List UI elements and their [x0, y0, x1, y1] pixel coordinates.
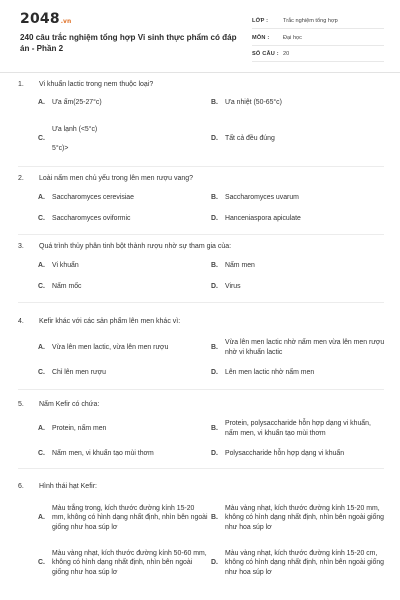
option-a[interactable] — [38, 418, 208, 440]
option-letter: A. — [38, 99, 45, 107]
question-line — [18, 175, 193, 182]
option-letter: A. — [38, 425, 45, 433]
meta-value: Đại học — [283, 34, 302, 41]
option-letter: C. — [38, 283, 45, 291]
question-text: Vi khuẩn lactic trong nem thuộc loại? — [39, 81, 154, 88]
logo-number: 2048 — [20, 11, 60, 27]
option-text: Nấm men — [225, 262, 255, 270]
option-a[interactable] — [38, 502, 208, 534]
page-header — [0, 0, 400, 72]
meta-label: LỚP : — [252, 18, 269, 24]
question-line — [18, 243, 231, 250]
option-a[interactable] — [38, 337, 208, 359]
option-text: Ưa lạnh (<5°c) 5°c)> — [52, 125, 98, 152]
option-b[interactable] — [211, 260, 386, 272]
option-text: Saccharomyces cerevisiae — [52, 194, 134, 202]
option-text: Vừa lên men lactic, vừa lên men rượu — [52, 344, 169, 352]
option-letter: D. — [211, 215, 218, 223]
question-text: Quá trình thủy phân tinh bột thành rượu nhờ sự tham gia của: — [39, 243, 232, 250]
option-letter: D. — [211, 283, 218, 291]
option-c[interactable] — [38, 213, 208, 225]
option-text: Lên men lactic nhờ nấm men — [225, 369, 315, 377]
question-number: 1. — [18, 81, 24, 88]
option-letter: B. — [211, 344, 218, 352]
question-divider — [18, 166, 384, 167]
option-a[interactable] — [38, 260, 208, 272]
option-text: Vừa lên men lactic nhờ nấm men vừa lên men rượu nhờ vi khuẩn lactic — [225, 339, 385, 356]
option-text: Màu vàng nhạt, kích thước đường kính 15-20 cm, không có hình dạng nhất định, nhìn bên ngoài giống như hoa súp lơ — [225, 549, 385, 576]
option-letter: B. — [211, 194, 218, 202]
option-text: Chỉ lên men rượu — [52, 369, 106, 377]
document-title: 240 câu trắc nghiệm tổng hợp Vi sinh thực phẩm có đáp án - Phần 2 — [20, 33, 237, 53]
option-text: Màu vàng nhạt, kích thước đường kính 15-20 mm, không có hình dạng nhất định, nhìn bên ngoài giống như hoa súp lơ — [225, 504, 385, 531]
option-b[interactable] — [211, 418, 386, 440]
meta-label: SỐ CÂU : — [252, 51, 279, 57]
option-d[interactable] — [211, 213, 386, 225]
question-number: 4. — [18, 318, 24, 325]
option-letter: C. — [38, 450, 45, 458]
option-text: Virus — [225, 283, 241, 291]
option-letter: A. — [38, 194, 45, 202]
option-letter: B. — [211, 425, 218, 433]
option-letter: B. — [211, 514, 218, 522]
question-text: Hình thái hạt Kefir: — [39, 483, 97, 490]
option-d[interactable] — [211, 133, 386, 145]
option-letter: A. — [38, 262, 45, 270]
question-line — [18, 483, 97, 490]
question-text: Kefir khác với các sản phẩm lên men khác vì: — [39, 318, 181, 325]
meta-row-count — [252, 47, 384, 62]
meta-value: 20 — [283, 51, 290, 57]
meta-row-class — [252, 14, 384, 29]
option-d[interactable] — [211, 547, 386, 579]
question-divider — [18, 468, 384, 469]
meta-label: MÔN : — [252, 34, 270, 41]
meta-panel — [252, 14, 384, 62]
option-b[interactable] — [211, 337, 386, 359]
question-divider — [18, 389, 384, 390]
option-text: Polysaccharide hỗn hợp dạng vi khuẩn — [225, 450, 345, 458]
option-text: Protein, nấm men — [52, 425, 107, 433]
option-text: Ưa ấm(25-27°c) — [52, 99, 102, 107]
question-number: 2. — [18, 175, 24, 182]
option-a[interactable] — [38, 97, 208, 109]
question-divider — [18, 302, 384, 303]
meta-row-subject — [252, 31, 384, 46]
logo-tld: .vn — [60, 18, 72, 25]
option-letter: B. — [211, 262, 218, 270]
option-text: Saccharomyces oviformic — [52, 215, 131, 223]
question-number: 3. — [18, 243, 24, 250]
option-letter: C. — [38, 369, 45, 377]
option-text: Màu trắng trong, kích thước đường kính 15-20 mm, không có hình dạng nhất định, nhìn bên ngoài giống như hoa súp lơ — [52, 504, 208, 531]
option-d[interactable] — [211, 448, 386, 460]
meta-value: Trắc nghiệm tổng hợp — [283, 18, 338, 24]
header-divider — [0, 72, 400, 73]
question-line — [18, 318, 180, 325]
option-letter: D. — [211, 135, 218, 143]
option-letter: D. — [211, 559, 218, 567]
option-text: Vi khuẩn — [52, 262, 79, 270]
option-letter: A. — [38, 514, 45, 522]
option-letter: C. — [38, 215, 45, 223]
option-letter: C. — [38, 559, 45, 567]
option-letter: B. — [211, 99, 218, 107]
option-text: Hanceniaspora apiculate — [225, 215, 301, 223]
option-c[interactable] — [38, 281, 208, 293]
option-text: Nấm men, vi khuẩn tạo mùi thơm — [52, 450, 154, 458]
question-divider — [18, 234, 384, 235]
option-text: Màu vàng nhạt, kích thước đường kính 50-60 mm, không có hình dạng nhất định, nhìn bên ngoài giống như hoa súp lơ — [52, 549, 207, 576]
option-c[interactable] — [38, 367, 208, 379]
question-text: Nấm Kefir có chứa: — [39, 401, 100, 408]
option-letter: D. — [211, 369, 218, 377]
option-text: Nấm mốc — [52, 283, 82, 291]
option-c[interactable] — [38, 448, 208, 460]
option-c[interactable] — [38, 120, 208, 158]
option-a[interactable] — [38, 192, 208, 204]
option-text: Ưa nhiệt (50-65°c) — [225, 99, 282, 107]
option-b[interactable] — [211, 502, 386, 534]
question-line — [18, 401, 99, 408]
option-d[interactable] — [211, 281, 386, 293]
option-b[interactable] — [211, 97, 386, 109]
site-logo[interactable] — [20, 11, 71, 27]
question-line — [18, 81, 153, 88]
option-c[interactable] — [38, 547, 208, 579]
option-b[interactable] — [211, 192, 386, 204]
option-text: Tất cả đều đúng — [225, 135, 275, 143]
question-number: 5. — [18, 401, 24, 408]
option-letter: C. — [38, 135, 45, 143]
question-number: 6. — [18, 483, 24, 490]
option-d[interactable] — [211, 367, 386, 379]
option-letter: D. — [211, 450, 218, 458]
option-letter: A. — [38, 344, 45, 352]
option-text: Protein, polysaccharide hỗn hợp dạng vi khuẩn, nấm men, vi khuẩn tạo mùi thơm — [225, 420, 371, 437]
option-text: Saccharomyces uvarum — [225, 194, 299, 202]
question-text: Loài nấm men chủ yếu trong lên men rượu vang? — [39, 175, 194, 182]
